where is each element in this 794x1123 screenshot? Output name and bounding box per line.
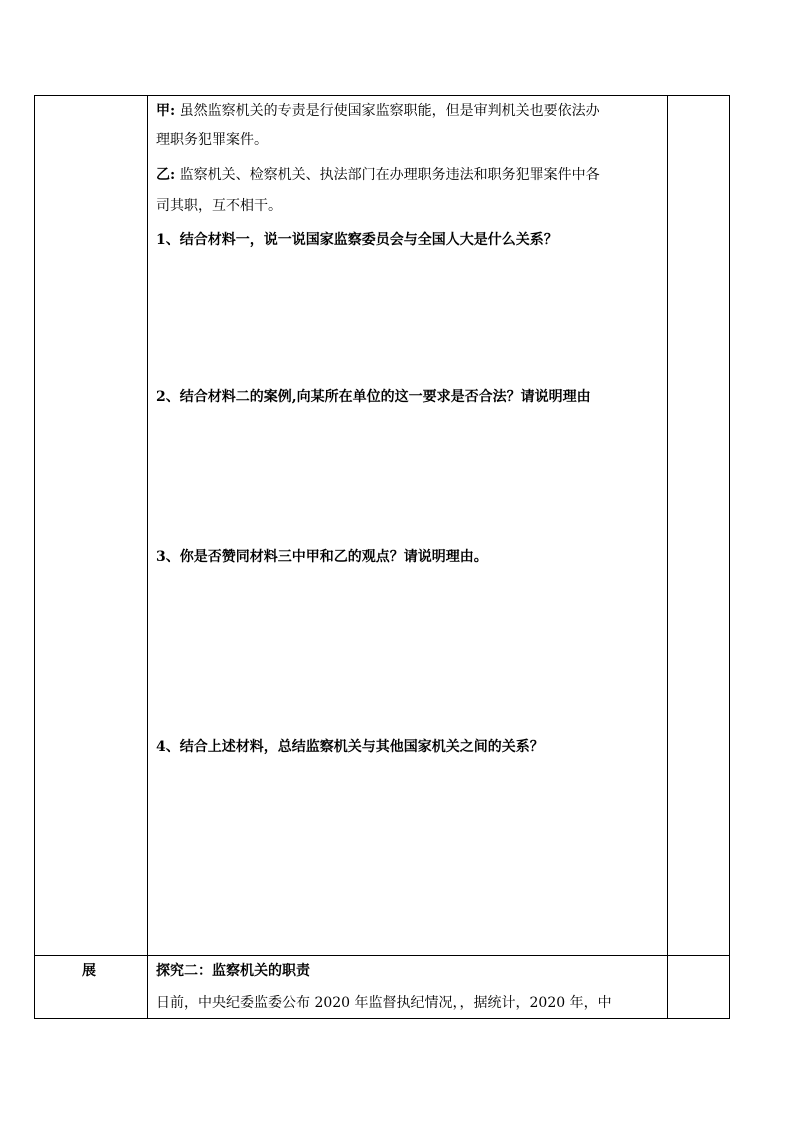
table-border-left: [34, 95, 35, 1019]
viewpoint-jia-line1: 甲: 虽然监察机关的专责是行使国家监察职能，但是审判机关也要依法办: [156, 103, 600, 119]
section-label-zhan: 展: [82, 963, 96, 979]
viewpoint-yi-label: 乙:: [156, 167, 176, 183]
question-4: 4、结合上述材料，总结监察机关与其他国家机关之间的关系？: [156, 739, 544, 755]
explore-text-line1: 日前，中央纪委监委公布 2020 年监督执纪情况，，据统计，2020 年，中: [156, 995, 612, 1011]
viewpoint-yi-line1: 乙: 监察机关、检察机关、执法部门在办理职务违法和职务犯罪案件中各: [156, 167, 600, 183]
table-row-divider: [34, 955, 729, 956]
table-border-right: [729, 95, 730, 1019]
question-2: 2、结合材料二的案例,向某所在单位的这一要求是否合法？请说明理由: [156, 389, 591, 405]
viewpoint-jia-line2: 理职务犯罪案件。: [156, 132, 268, 148]
explore-heading: 探究二：监察机关的职责: [156, 963, 310, 979]
viewpoint-jia-label: 甲:: [156, 103, 176, 119]
table-divider-2: [667, 95, 668, 1019]
viewpoint-yi-line2: 司其职，互不相干。: [156, 198, 282, 214]
question-3: 3、你是否赞同材料三中甲和乙的观点？请说明理由。: [156, 549, 488, 565]
table-divider-1: [147, 95, 148, 1019]
question-1: 1、结合材料一，说一说国家监察委员会与全国人大是什么关系？: [156, 232, 558, 248]
